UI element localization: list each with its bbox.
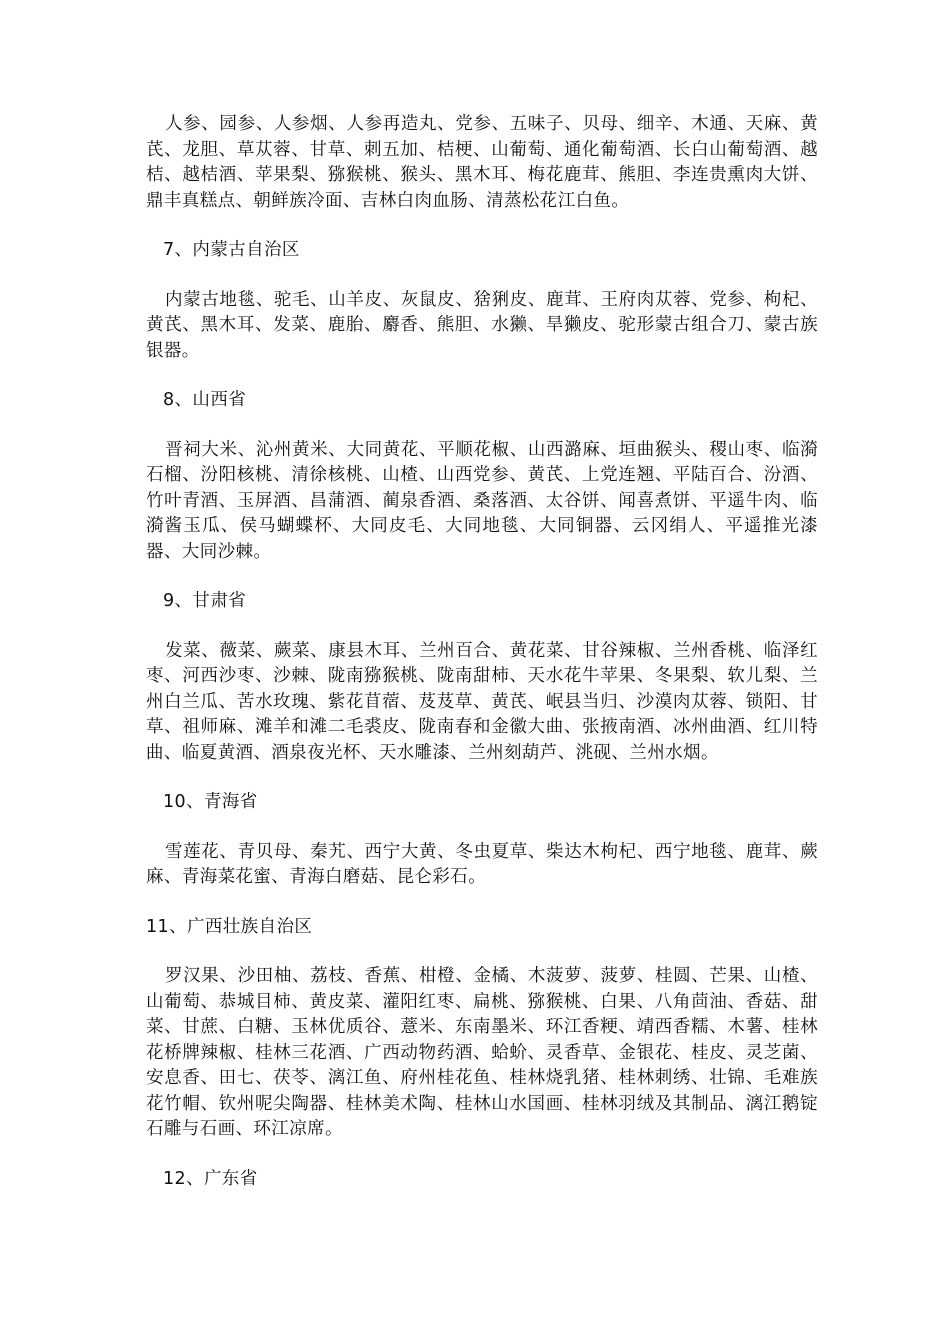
- section-body-inner-mongolia: 内蒙古地毯、驼毛、山羊皮、灰鼠皮、猞猁皮、鹿茸、王府肉苁蓉、党参、枸杞、黄芪、黑木耳、发菜、鹿胎、麝香、熊胆、水獭、旱獭皮、驼形蒙古组合刀、蒙古族银器。: [146, 289, 818, 361]
- section-heading-gansu: 9、甘肃省: [163, 591, 247, 611]
- section-heading-qinghai: 10、青海省: [163, 792, 258, 812]
- section-body-shanxi: 晋祠大米、沁州黄米、大同黄花、平顺花椒、山西潞麻、垣曲猴头、稷山枣、临漪石榴、汾阳核桃、清徐核桃、山楂、山西党参、黄芪、上党连翘、平陆百合、汾酒、竹叶青酒、玉屏酒、昌蒲酒、蔺泉香酒、桑落酒、太谷饼、闻喜煮饼、平遥牛肉、临漪酱玉瓜、侯马蝴蝶杯、大同皮毛、大同地毯、大同铜器、云冈绢人、平遥推光漆器、大同沙棘。: [146, 439, 818, 562]
- section-heading-guangxi: 11、广西壮族自治区: [146, 916, 313, 937]
- section-heading-guangdong: 12、广东省: [163, 1168, 258, 1189]
- section-body-gansu: 发菜、薇菜、蕨菜、康县木耳、兰州百合、黄花菜、甘谷辣椒、兰州香桃、临泽红枣、河西沙枣、沙棘、陇南猕猴桃、陇南甜柿、天水花牛苹果、冬果梨、软儿梨、兰州白兰瓜、苦水玫瑰、紫花苜蓿、芨芨草、黄芪、岷县当归、沙漠肉苁蓉、锁阳、甘草、祖师麻、滩羊和滩二毛裘皮、陇南春和金徽大曲、张掖南酒、冰州曲酒、红川特曲、临夏黄酒、酒泉夜光杯、天水雕漆、兰州刻葫芦、洮砚、兰州水烟。: [146, 640, 818, 763]
- section-heading-shanxi: 8、山西省: [163, 390, 247, 410]
- section-body-guangxi: 罗汉果、沙田柚、荔枝、香蕉、柑橙、金橘、木菠萝、菠萝、桂圆、芒果、山楂、山葡萄、恭城目柿、黄皮菜、灌阳红枣、扁桃、猕猴桃、白果、八角茴油、香菇、甜菜、甘蔗、白糖、玉林优质谷、薏米、东南墨米、环江香粳、靖西香糯、木薯、桂林花桥牌辣椒、桂林三花酒、广西动物药酒、蛤蚧、灵香草、金银花、桂皮、灵芝菌、安息香、田七、茯苓、漓江鱼、府州桂花鱼、桂林烧乳猪、桂林刺绣、壮锦、毛难族花竹帽、钦州呢尖陶器、桂林美术陶、桂林山水国画、桂林羽绒及其制品、漓江鹅锭石雕与石画、环江凉席。: [146, 966, 818, 1139]
- document-page: [146, 112, 818, 1192]
- section-body-qinghai: 雪莲花、青贝母、秦艽、西宁大黄、冬虫夏草、柴达木枸杞、西宁地毯、鹿茸、蕨麻、青海菜花蜜、青海白磨菇、昆仑彩石。: [146, 841, 818, 887]
- section-body-jilin: 人参、园参、人参烟、人参再造丸、党参、五味子、贝母、细辛、木通、天麻、黄芪、龙胆、草苁蓉、甘草、刺五加、桔梗、山葡萄、通化葡萄酒、长白山葡萄酒、越桔、越桔酒、苹果梨、猕猴桃、猴头、黑木耳、梅花鹿茸、熊胆、李连贵熏肉大饼、鼎丰真糕点、朝鲜族冷面、吉林白肉血肠、清蒸松花江白鱼。: [146, 114, 818, 211]
- section-heading-inner-mongolia: 7、内蒙古自治区: [163, 240, 300, 260]
